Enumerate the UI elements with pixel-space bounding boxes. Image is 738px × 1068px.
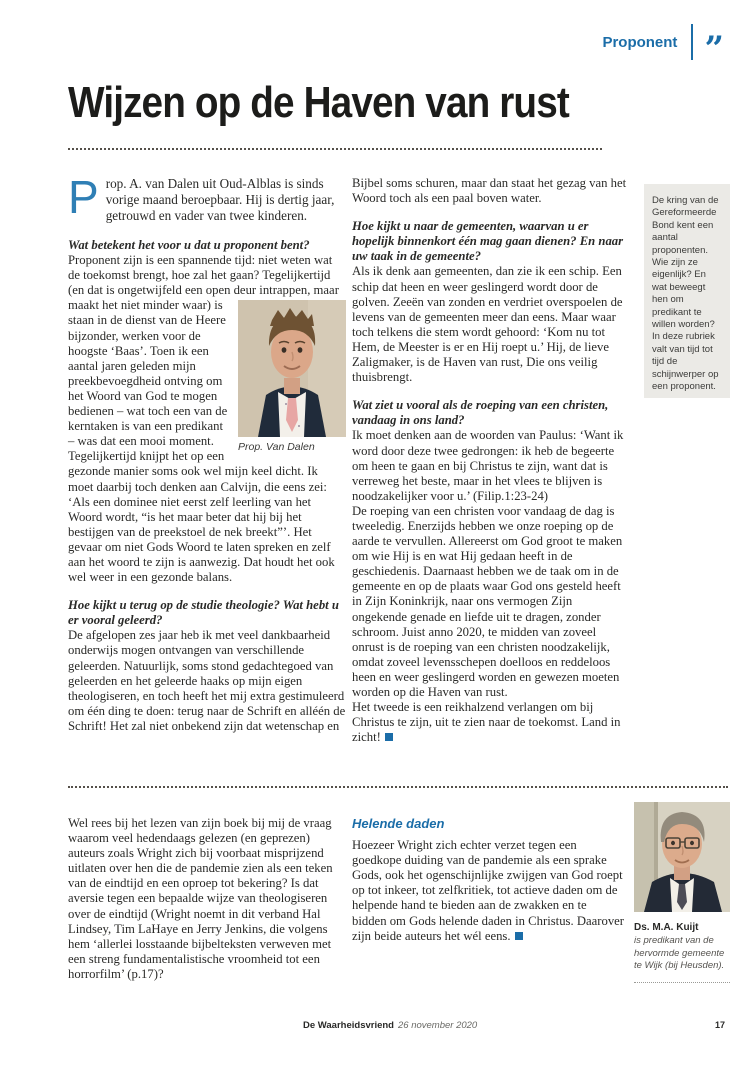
drop-cap: P <box>68 171 99 223</box>
bottom-column-2 <box>352 816 624 944</box>
question-1: Wat betekent het voor u dat u proponent bent? <box>68 238 310 252</box>
rubric-header <box>602 22 724 69</box>
article-intro <box>68 171 346 224</box>
answer-2-continuation: Bijbel soms schuren, maar dan staat het gezag van het Woord toch als een paal boven water. <box>352 176 627 206</box>
kuijt-photo <box>634 802 730 912</box>
end-of-article-mark-2 <box>515 932 523 940</box>
article-title: Wijzen op de Haven van rust <box>68 78 569 127</box>
author-caption: is predikant van de hervormde gemeente te Wijk (bij Heusden). <box>634 935 725 972</box>
van-dalen-photo <box>238 300 346 437</box>
author-name: Ds. M.A. Kuijt <box>634 922 699 933</box>
question-3: Hoe kijkt u naar de gemeenten, waarvan u er hopelijk binnenkort één mag gaan dienen? En naar uw taak in de gemeente? <box>352 219 624 264</box>
answer-1-part1: Proponent zijn is een spannende tijd: niet weten wat de toekomst brengt, hoe zal het gaan? Tegelijkertijd (en dat is ongetwijfeld een open deur intrappen, maar <box>68 253 339 298</box>
quote-icon: ” <box>704 29 724 69</box>
footer <box>303 1020 477 1031</box>
question-2: Hoe kijkt u terug op de studie theologie? Wat hebt u er vooral geleerd? <box>68 598 339 628</box>
answer-4-p1: Ik moet denken aan de woorden van Paulus: ‘Want ik word door deze twee gedrongen: ik heb de begeerte om heen te gaan en bij Christus te zijn, want dat is verreweg het beste, maar in het vlees te blijven is noodzakelijker voor u.’ (Filip.1:23-24) <box>352 428 624 503</box>
column-1 <box>68 171 346 734</box>
answer-4-p2: De roeping van een christen voor vandaag de dag is tweeledig. Enerzijds hebben we onze roeping op de aarde te vervullen. Allereerst om God groot te maken om wie Hij is en wat Hij gedaan heeft in de geschiedenis. Daarnaast hebben we de taak om in de gemeente en op de plaats waar God ons gesteld heeft in Zijn Koninkrijk, naar ons vermogen Zijn ongekende genade en liefde uit te dragen, zonder schroom. Juist anno 2020, te midden van zoveel onrust is de roeping van een christen noodzakelijk, omdat zoveel levensschepen doelloos en reddeloos heen en weer geslingerd worden en gewezen moeten worden op die Haven van rust. <box>352 503 623 699</box>
kuijt-photo-figure <box>634 802 730 912</box>
author-block <box>634 802 730 983</box>
author-dotted-rule <box>634 982 730 983</box>
column-2 <box>352 176 630 745</box>
issue-date: 26 november 2020 <box>397 1020 478 1031</box>
answer-4-p3: Het tweede is een reikhalzend verlangen om bij Christus te zijn, uit te zien naar de toekomst. Land in zicht! <box>352 700 621 745</box>
answer-2: De afgelopen zes jaar heb ik met veel dankbaarheid onderwijs mogen ontvangen van verschillende geleerden. Natuurlijk, soms stond gedachtegoed van geleerden en het geleerde haaks op mijn eigen theologiseren, en toch heeft het mij extra gestimuleerd om één ding te doen: terug naar de Schrift en alléén de Schrift! Het zal niet onbekend zijn dat wetenschap en <box>68 628 346 733</box>
bottom-subheading: Helende daden <box>352 816 445 831</box>
end-of-article-mark <box>385 733 393 741</box>
page-number: 17 <box>714 1020 725 1030</box>
answer-3: Als ik denk aan gemeenten, dan zie ik een schip. Een schip dat heen en weer geslingerd wordt door de golven. Zeeën van zonden en verdriet overspoelen de levens van de gemeenten meer dan eens. Maar waar toch telkens die stem wordt gehoord: ‘Kom nu tot Hem, de Meester is er en Hij roept u.’ Hij, de lieve Zaligmaker, is de Haven van rust, Die ons veilig thuisbrengt. <box>352 264 623 385</box>
bottom-middle-paragraph: Hoezeer Wright zich echter verzet tegen een goedkope duiding van de pandemie als een sprake Gods, ook het ogenschijnlijke zwijgen van God roept op tot inkeer, tot zelfkritiek, tot actieve daden om de helpende hand te bieden aan de zwakken en te bidden om Gods helende daden in Christus. Daarover zijn beide auteurs het wél eens. <box>352 838 625 943</box>
answer-1-part2: maakt het niet minder waar) is staan in de dienst van de Heere bijzonder, werken voor de hoogste ‘Baas’. Toen ik een aantal jaren geleden mijn preekbevoegdheid ontving om het Woord van God te mogen bedienen – wat toch een van de kerntaken is van een predikant – was dat een mooi moment. Tegelijkertijd knijpt het op een gezonde manier soms ook wel mijn keel dicht. Ik moet daarbij toch denken aan Calvijn, die eens zei: ‘Als een dominee niet eerst zelf leerling van het Woord wordt, “is het maar beter dat hij bij het bestijgen van de preekstoel de nek breekt”’. Het gevaar om niet Gods Woord te laten spreken en zelf aan het woord te zijn is aanwezig. Dat houdt het ook wel weer in een gezonde balans. <box>68 298 335 585</box>
intro-text: rop. A. van Dalen uit Oud-Alblas is sinds vorige maand beroepbaar. Hij is dertig jaar, getrouwd en vader van twee kinderen. <box>105 176 335 223</box>
bottom-column-1 <box>68 816 346 982</box>
magazine-name: De Waarheidsvriend <box>303 1020 394 1031</box>
van-dalen-photo-figure <box>238 300 346 454</box>
section-dotted-rule <box>68 786 728 788</box>
question-4: Wat ziet u vooral als de roeping van een christen, vandaag in ons land? <box>352 398 609 428</box>
rubric-label: Proponent <box>602 33 678 51</box>
bottom-left-paragraph: Wel rees bij het lezen van zijn boek bij mij de vraag waarom veel hedendaags gelezen (en geprezen) auteurs zoals Wright zich bij voorbaat misprijzend uitlaten over hen die de pandemie zien als een teken van de eindtijd en een oproep tot bekering? Is dat aversie tegen een bepaalde wijze van theologiseren over de eindtijd (Wright noemt in dit verband Hal Lindsey, Tim LaHaye en Jerry Jenkins, die volgens hem ‘allerlei losstaande bijbelteksten verweven met een streng fundamentalistische vroomheid tot een horrorfilm’ (p.17)? <box>68 816 333 981</box>
sidebar-rubric-note: De kring van de Gereformeerde Bond kent een aantal proponenten. Wie zijn ze eigenlijk? En wat beweegt hen om predikant te willen worden? In deze rubriek valt van tijd tot tijd de schijnwerper op een proponent. <box>644 184 730 398</box>
title-dotted-rule <box>68 148 602 150</box>
van-dalen-photo-caption: Prop. Van Dalen <box>238 441 315 454</box>
rubric-divider <box>691 24 693 60</box>
answer-1-part2-block <box>68 298 346 585</box>
